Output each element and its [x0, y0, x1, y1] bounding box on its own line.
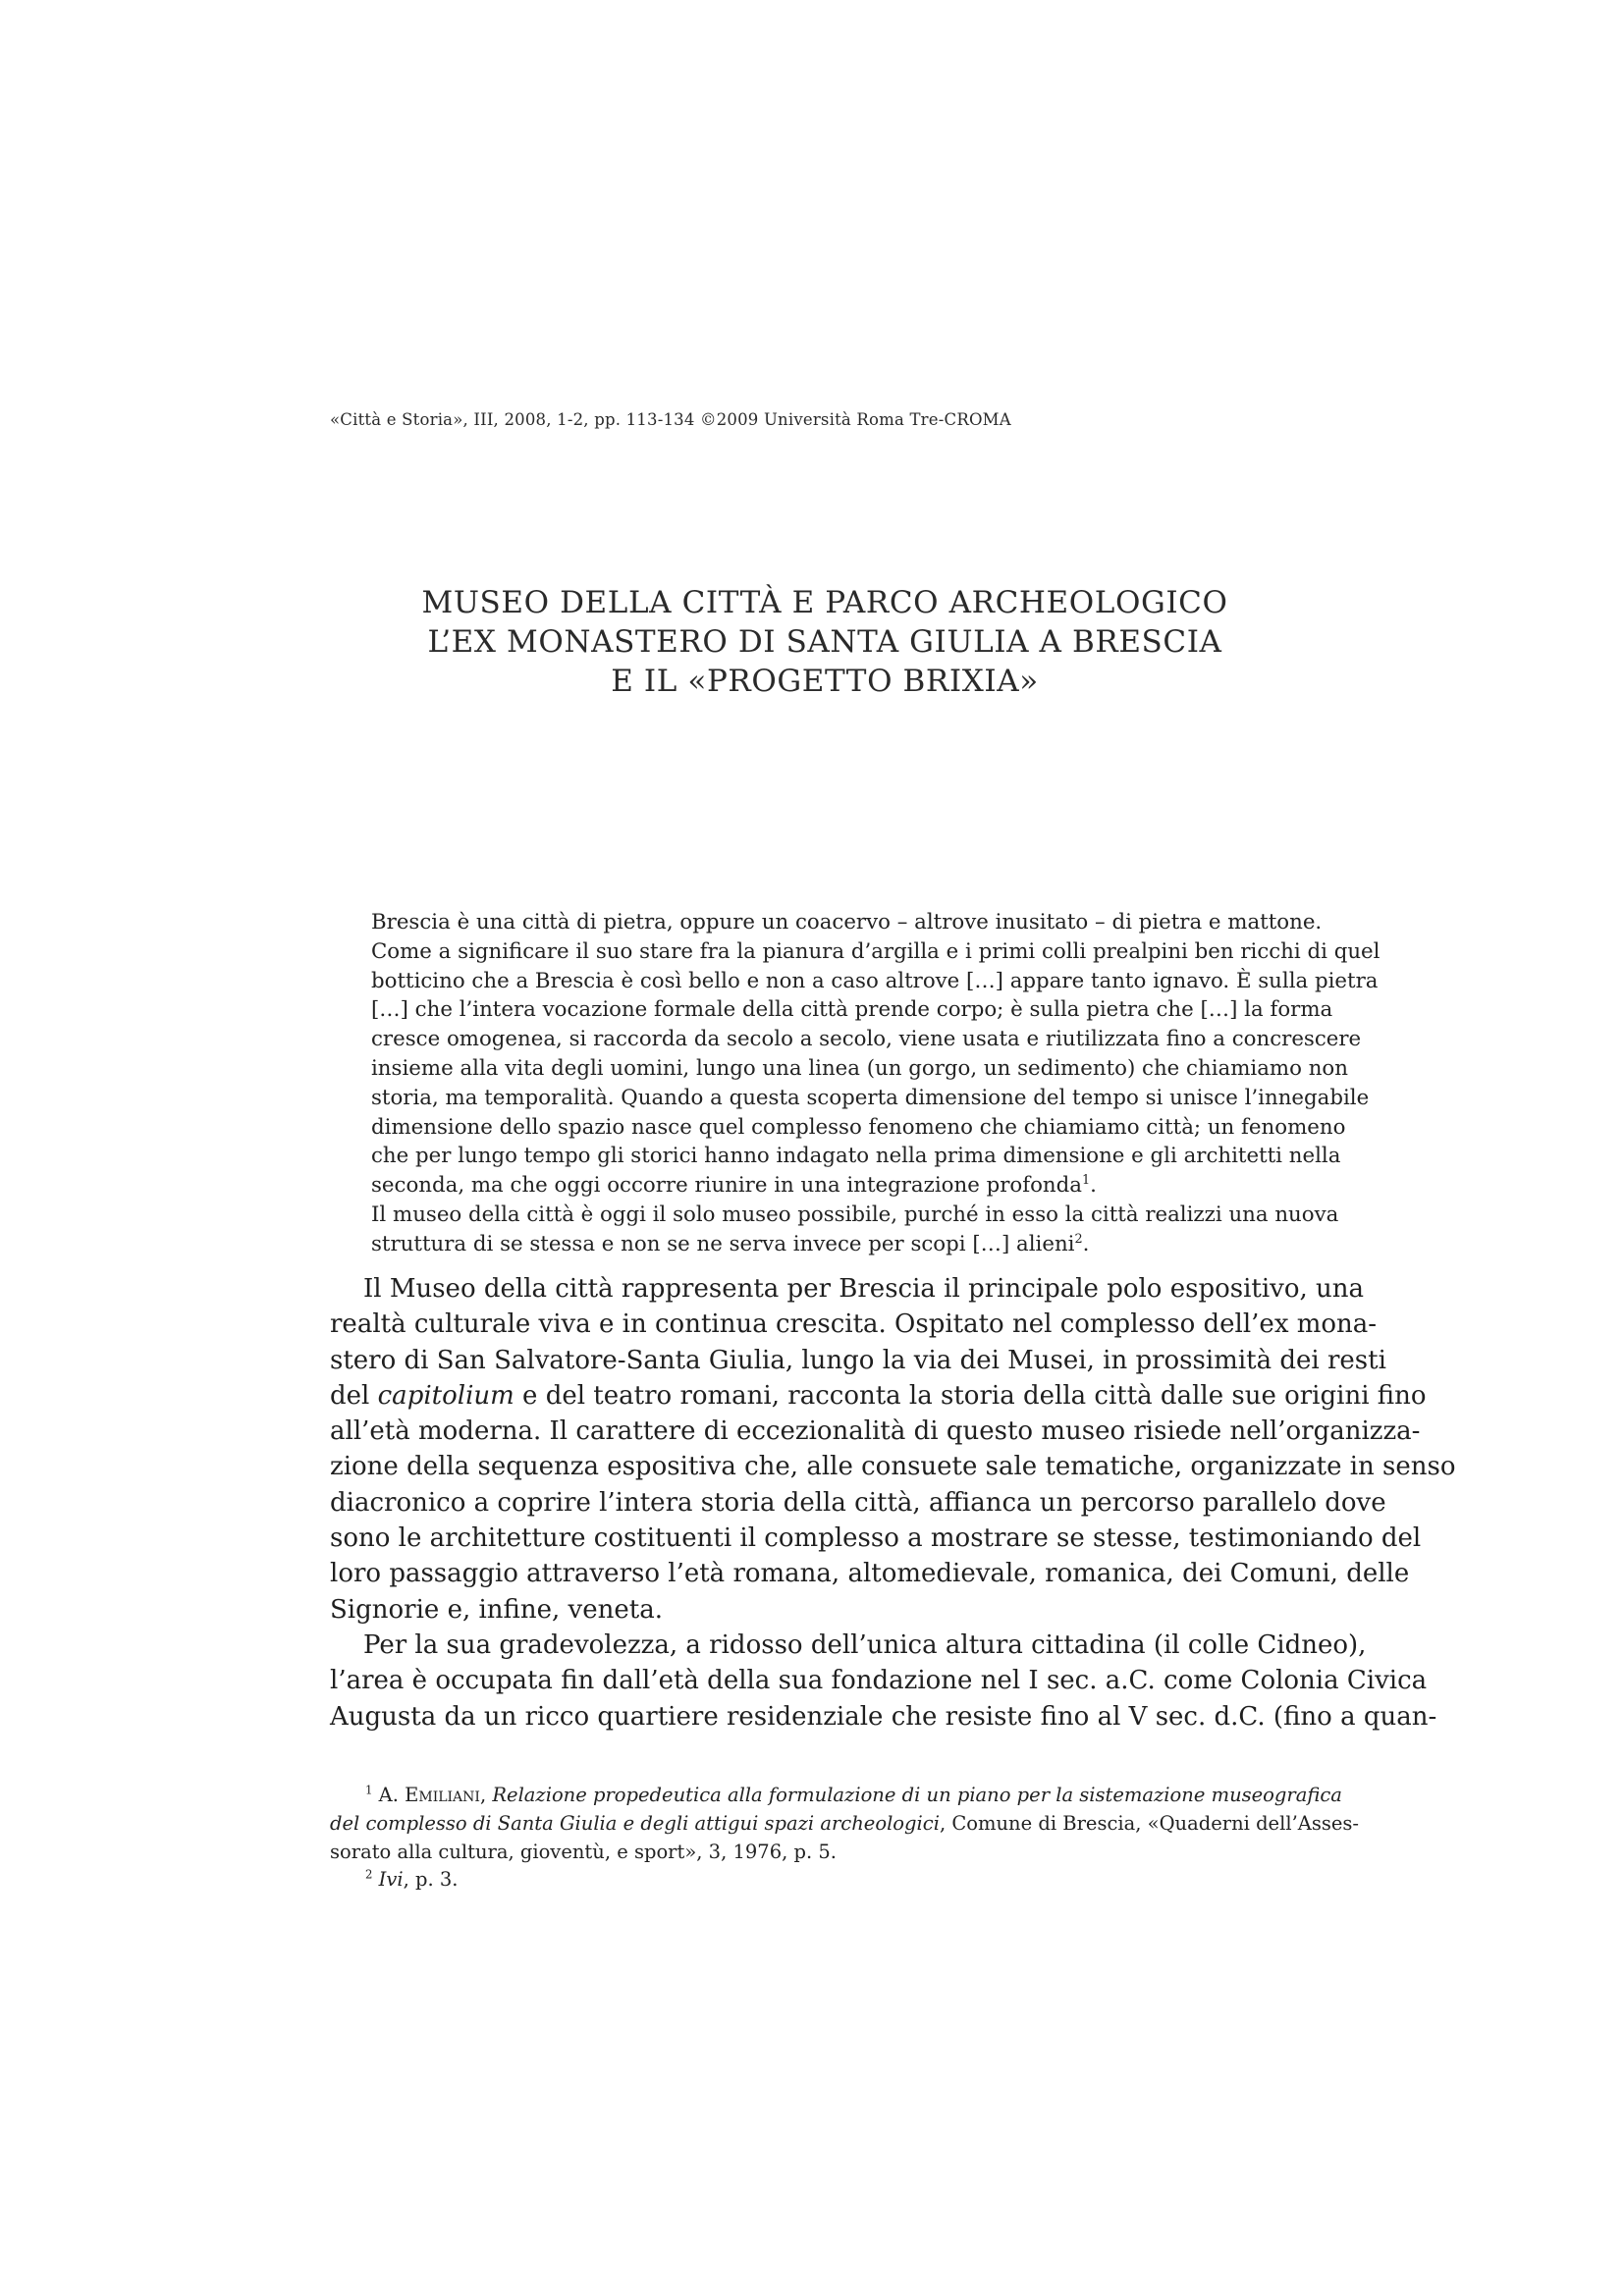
- epigraph-line-text: struttura di se stessa e non se ne serva invece per scopi […] alieni: [371, 1231, 1075, 1256]
- body-line: Il Museo della città rappresenta per Brescia il principale polo espositivo, una: [363, 1274, 1365, 1304]
- footnote-1: [330, 1782, 1342, 1810]
- footnote-text: , p. 3.: [403, 1868, 459, 1892]
- body-line: stero di San Salvatore-Santa Giulia, lungo la via dei Musei, in prossimità dei resti: [330, 1345, 1386, 1375]
- epigraph-line: Brescia è una città di pietra, oppure un coacervo – altrove inusitato – di pietra e mattone.: [371, 910, 1323, 934]
- epigraph: [371, 908, 1380, 1259]
- title-line-2: L’EX MONASTERO DI SANTA GIULIA A BRESCIA: [427, 624, 1222, 660]
- title-line-3: E IL «PROGETTO BRIXIA»: [611, 664, 1039, 699]
- body-line: Per la sua gradevolezza, a ridosso dell’unica altura cittadina (il colle Cidneo),: [363, 1629, 1367, 1660]
- epigraph-line: seconda, ma che oggi occorre riunire in una integrazione profonda$^1$.: [371, 1173, 1097, 1199]
- title-line-1: MUSEO DELLA CITTÀ E PARCO ARCHEOLOGICO: [421, 585, 1228, 620]
- footnote-text: , Comune di Brescia, «Quaderni dell’Asses-: [939, 1811, 1360, 1835]
- body-line: loro passaggio attraverso l’età romana, altomedievale, romanica, dei Comuni, delle: [330, 1559, 1410, 1589]
- epigraph-line: Come a significare il suo stare fra la pianura d’argilla e i primi colli prealpini ben ricchi di quel: [371, 938, 1380, 964]
- italic-term: capitolium: [377, 1380, 514, 1411]
- body-line: Augusta da un ricco quartiere residenziale che resiste fino al V sec. d.C. (fino a quan-: [330, 1701, 1437, 1732]
- epigraph-line: storia, ma temporalità. Quando a questa scoperta dimensione del tempo si unisce l’innegabile: [371, 1085, 1370, 1110]
- body-line: [330, 1378, 1427, 1414]
- epigraph-line: botticino che a Brescia è così bello e non a caso altrove […] appare tanto ignavo. È sulla pietra: [371, 968, 1379, 993]
- body-line: l’area è occupata fin dall’età della sua fondazione nel I sec. a.C. come Colonia Civica: [330, 1666, 1428, 1696]
- epigraph-line-text: seconda, ma che oggi occorre riunire in una integrazione profonda: [371, 1173, 1082, 1199]
- epigraph-line: Il museo della città è oggi il solo museo possibile, purché in esso la città realizzi una nuova: [371, 1201, 1339, 1227]
- footnote-1-cont: [330, 1810, 1360, 1839]
- footnote-2: [330, 1866, 1299, 1895]
- body-line: all’età moderna. Il carattere di eccezionalità di questo museo risiede nell’organizza-: [330, 1416, 1421, 1447]
- footnote-title: del complesso di Santa Giulia e degli attigui spazi archeologici: [330, 1811, 940, 1835]
- body-line: realtà culturale viva e in continua crescita. Ospitato nel complesso dell’ex mona-: [330, 1309, 1378, 1340]
- note-ref-1[interactable]: 1: [1081, 1173, 1091, 1189]
- footnote-number: 1: [365, 1783, 373, 1797]
- body-line-prefix: del: [330, 1380, 370, 1411]
- note-ref-2[interactable]: 2: [1074, 1231, 1083, 1247]
- epigraph-line: che per lungo tempo gli storici hanno indagato nella prima dimensione e gli architetti nella: [371, 1144, 1341, 1169]
- body-line: zione della sequenza espositiva che, alle consuete sale tematiche, organizzate in senso: [330, 1452, 1456, 1482]
- footnotes: [330, 1782, 1360, 1895]
- epigraph-line: struttura di se stessa e non se ne serva invece per scopi […] alieni$^2$.: [371, 1231, 1090, 1256]
- footnote-1-cont: sorato alla cultura, gioventù, e sport», 3, 1976, p. 5.: [330, 1840, 837, 1863]
- body-text: [330, 1271, 1456, 1735]
- epigraph-line: […] che l’intera vocazione formale della città prende corpo; è sulla pietra che […] la forma: [371, 997, 1333, 1023]
- epigraph-line: insieme alla vita degli uomini, lungo una linea (un gorgo, un sedimento) che chiamiamo non: [371, 1055, 1348, 1081]
- epigraph-line: dimensione dello spazio nasce quel complesso fenomeno che chiamiamo città; un fenomeno: [371, 1114, 1346, 1140]
- footnote-title: Relazione propedeutica alla formulazione di un piano per la sistemazione museografica: [492, 1784, 1342, 1806]
- footnote-author: A. Emiliani,: [378, 1784, 487, 1806]
- epigraph-line: cresce omogenea, si raccorda da secolo a secolo, viene usata e riutilizzata fino a concrescere: [371, 1027, 1362, 1052]
- article-title: [334, 583, 1316, 701]
- body-line: Signorie e, infine, veneta.: [330, 1594, 663, 1625]
- body-line: diacronico a coprire l’intera storia della città, affianca un percorso parallelo dove: [330, 1487, 1386, 1518]
- body-line-rest: e del teatro romani, racconta la storia della città dalle sue origini fino: [522, 1380, 1427, 1411]
- body-line: sono le architetture costituenti il complesso a mostrare se stesse, testimoniando del: [330, 1523, 1422, 1554]
- running-head: «Città e Storia», III, 2008, 1-2, pp. 113-134 ©2009 Università Roma Tre-CROMA: [330, 410, 1011, 429]
- footnote-number: 2: [365, 1867, 373, 1882]
- footnote-italic: Ivi: [378, 1868, 404, 1892]
